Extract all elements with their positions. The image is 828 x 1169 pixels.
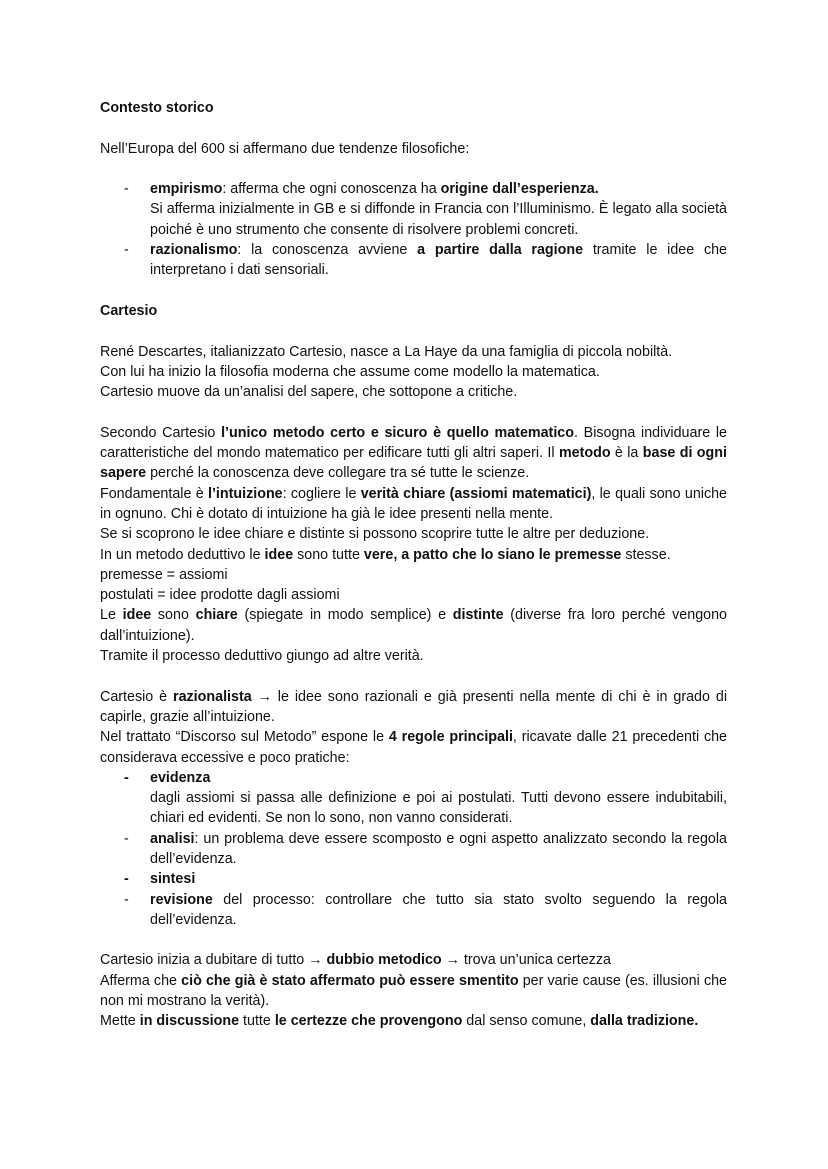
- list-marker: -: [124, 242, 129, 259]
- line-postulati: postulati = idee prodotte dagli assiomi: [100, 587, 340, 604]
- tendenze-list: [100, 179, 727, 280]
- term-analisi: analisi: [150, 830, 195, 847]
- list-marker: -: [124, 181, 129, 198]
- paragraph-idee: Le idee sono chiare (spiegate in modo semplice) e distinte (diverse fra loro perché vengono dall’intuizione).: [100, 607, 728, 644]
- paragraph-tramite: Tramite il processo deduttivo giungo ad altre verità.: [100, 648, 424, 665]
- list-item-revisione: - revisione del processo: controllare che tutto sia stato svolto seguendo la regola dell’evidenza.: [124, 891, 727, 928]
- paragraph-deduttivo: In un metodo deduttivo le idee sono tutte vere, a patto che lo siano le premesse stesse.: [100, 546, 671, 563]
- list-item-evidenza: [100, 768, 727, 829]
- term-sintesi: sintesi: [150, 871, 196, 888]
- list-marker: -: [124, 891, 129, 908]
- list-item-analisi: - analisi: un problema deve essere scomposto e ogni aspetto analizzato secondo la regola dell’evidenza.: [124, 830, 727, 867]
- bio-line: Cartesio muove da un’analisi del sapere, che sottopone a critiche.: [100, 384, 518, 401]
- heading-cartesio: Cartesio: [100, 302, 158, 319]
- document-page: [100, 98, 727, 1032]
- list-marker: -: [124, 769, 129, 786]
- bio-line: Con lui ha inizio la filosofia moderna che assume come modello la matematica.: [100, 363, 600, 380]
- heading-contesto-storico: Contesto storico: [100, 100, 214, 116]
- paragraph-metodo: Secondo Cartesio l’unico metodo certo e sicuro è quello matematico. Bisogna individuare le caratteristiche del mondo matematico per edificare tutti gli altri saperi. Il metodo è la base di ogni sapere perché la conoscenza deve collegare tra sé tutte le scienze.: [100, 424, 727, 482]
- list-item-razionalismo: - razionalismo: la conoscenza avviene a partire dalla ragione tramite le idee che interpretano i dati sensoriali.: [124, 242, 727, 279]
- regole-list: [100, 768, 727, 930]
- line-premesse: premesse = assiomi: [100, 566, 228, 583]
- term-empirismo: empirismo: [150, 181, 223, 198]
- list-marker: -: [124, 871, 129, 888]
- term-razionalismo: razionalismo: [150, 242, 238, 259]
- paragraph-dubbio: Cartesio inizia a dubitare di tutto → dubbio metodico → trova un’unica certezza: [100, 952, 611, 969]
- list-item-sintesi: [100, 869, 727, 889]
- bio-line: René Descartes, italianizzato Cartesio, nasce a La Haye da una famiglia di piccola nobiltà.: [100, 343, 673, 360]
- contesto-intro: Nell’Europa del 600 si affermano due tendenze filosofiche:: [100, 140, 470, 157]
- list-marker: -: [124, 830, 129, 847]
- empirismo-detail: Si afferma inizialmente in GB e si diffonde in Francia con l’Illuminismo. È legato alla società poiché è uno strumento che consente di risolvere problemi concreti.: [150, 201, 727, 238]
- evidenza-desc: dagli assiomi si passa alle definizione e poi ai postulati. Tutti devono essere indubitabili, chiari ed evidenti. Se non lo sono, non vanno considerati.: [150, 790, 727, 827]
- paragraph-trattato: Nel trattato “Discorso sul Metodo” espone le 4 regole principali, ricavate dalle 21 precedenti che considerava eccessive e poco pratiche:: [100, 729, 727, 766]
- paragraph-intuizione: Fondamentale è l’intuizione: cogliere le verità chiare (assiomi matematici), le quali sono uniche in ognuno. Chi è dotato di intuizione ha già le idee presenti nella mente.: [100, 485, 728, 522]
- paragraph-afferma: Afferma che ciò che già è stato affermato può essere smentito per varie cause (es. illusioni che non mi mostrano la verità).: [100, 972, 728, 1010]
- term-evidenza: evidenza: [150, 769, 211, 786]
- list-item-empirismo: - empirismo: afferma che ogni conoscenza ha origine dall’esperienza. Si afferma inizialmente in GB e si diffonde in Francia con l’Illuminismo. È legato alla società poiché è uno strumento che consente di risolvere problemi concreti.: [100, 179, 727, 240]
- paragraph-deduzione: Se si scoprono le idee chiare e distinte si possono scoprire tutte le altre per deduzione.: [100, 526, 650, 543]
- paragraph-razionalista: Cartesio è razionalista → le idee sono razionali e già presenti nella mente di chi è in grado di capirle, grazie all’intuizione.: [100, 688, 727, 725]
- term-revisione: revisione: [150, 891, 213, 908]
- paragraph-discussione: Mette in discussione tutte le certezze che provengono dal senso comune, dalla tradizione.: [100, 1013, 699, 1030]
